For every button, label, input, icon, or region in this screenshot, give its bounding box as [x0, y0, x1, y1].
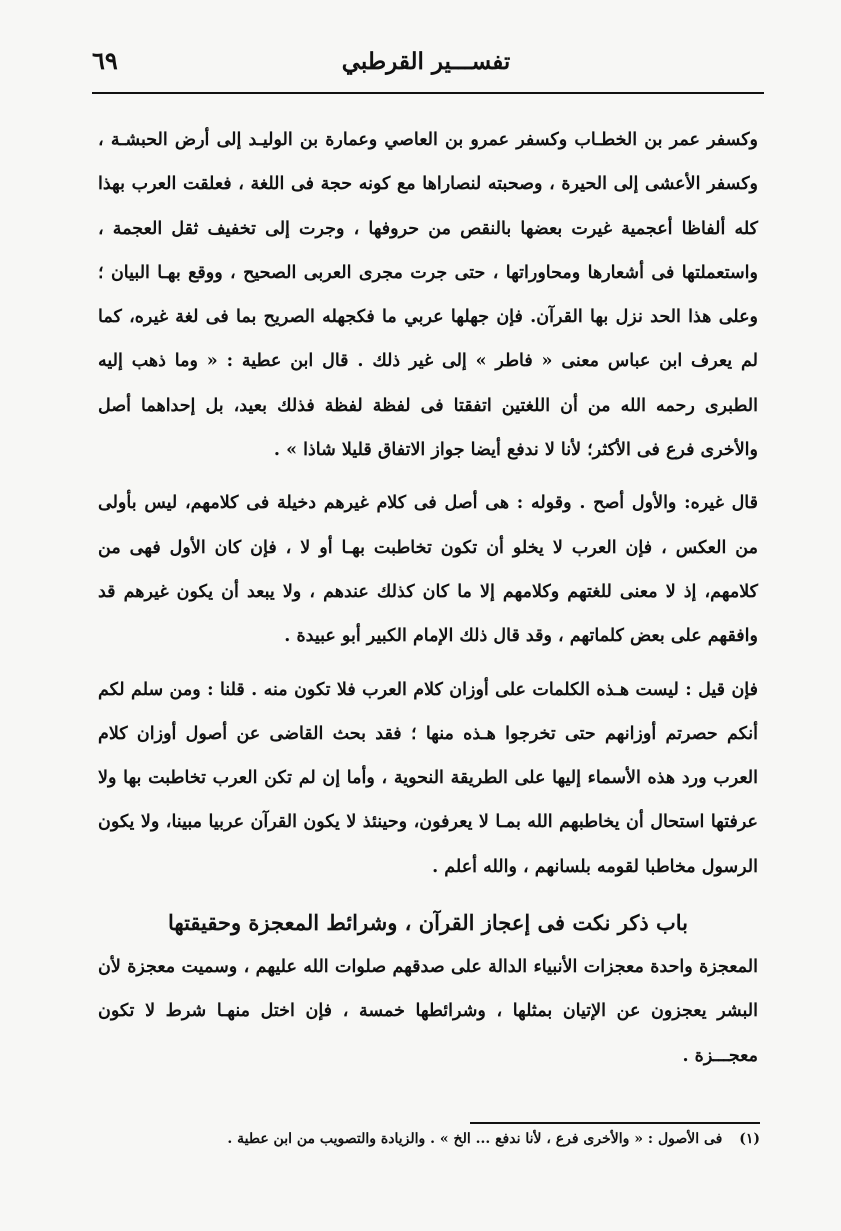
footnote [98, 1124, 760, 1154]
paragraph-2: قال غيره: والأول أصح . وقوله : هى أصل فى كلام غيرهم دخيلة فى كلامهم، ليس بأولى من العكس ، فإن العرب لا يخلو أن تكون تخاطبت بهـا أو لا ، فإن كان الأول فهى من كلامهم، إذ لا معنى للغتهم وكلامهم إلا ما كان كذلك عندهم ، ولا يبعد أن يكون غيرهم قد وافقهم على بعض كلماتهم ، وقد قال ذلك الإمام الكبير أبو عبيدة . [98, 493, 758, 647]
main-text [98, 118, 758, 1078]
chapter-heading: باب ذكر نكت فى إعجاز القرآن ، وشرائط المعجزة وحقيقتها [168, 910, 688, 936]
footnote-number: (١) [739, 1131, 760, 1147]
paragraph-1: وكسفر عمر بن الخطـاب وكسفر عمرو بن العاصي وعمارة بن الوليـد إلى أرض الحبشـة ، وكسفر الأعشى إلى الحيرة ، وصحبته لنصاراها مع كونه حجة فى اللغة ، فعلقت العرب بهذا كله ألفاظا أعجمية غيرت بعضها بالنقص من حروفها ، وجرت إلى تخفيف ثقل العجمة ، واستعملتها فى أشعارها ومحاوراتها ، حتى جرت مجرى العربى الصحيح ، ووقع بهـا البيان ؛ وعلى هذا الحد نزل بها القرآن. فإن جهلها عربي ما فكجهله الصريح بما فى لغة غيره، كما لم يعرف ابن عباس معنى « فاطر » إلى غير ذلك . قال ابن عطية : « وما ذهب إليه الطبرى رحمه الله من أن اللغتين اتفقتا فى لفظة لفظة فذلك بعيد، بل إحداهما أصل والأخرى فرع فى الأكثر؛ لأنا لا ندفع أيضا جواز الاتفاق قليلا شاذا » . [98, 130, 758, 461]
footnote-text: فى الأصول : « والأخرى فرع ، لأنا ندفع ... الخ » . والزيادة والتصويب من ابن عطية . [227, 1131, 723, 1147]
chapter-paragraph: المعجزة واحدة معجزات الأنبياء الدالة على صدقهم صلوات الله عليهم ، وسميت معجزة لأن البشر يعجزون عن الإتيان بمثلها ، وشرائطها خمسة ، فإن اختل منهـا شرط لا تكون معجـــزة . [98, 957, 758, 1066]
book-title: تفســـير القرطبي [341, 48, 511, 75]
page-number: ٦٩ [92, 46, 118, 75]
header-rule [92, 92, 764, 94]
running-header [92, 40, 760, 84]
paragraph-3: فإن قيل : ليست هـذه الكلمات على أوزان كلام العرب فلا تكون منه . قلنا : ومن سلم لكم أنكم حصرتم أوزانهم حتى تخرجوا هـذه منها ؛ فقد بحث القاضى عن أصول أوزان كلام العرب ورد هذه الأسماء إليها على الطريقة النحوية ، وأما إن لم تكن العرب تخاطبت بها ولا عرفتها استحال أن يخاطبهم الله بمـا لا يعرفون، وحينئذ لا يكون القرآن عربيا مبينا، ولا يكون الرسول مخاطبا لقومه بلسانهم ، والله أعلم . [98, 679, 758, 877]
